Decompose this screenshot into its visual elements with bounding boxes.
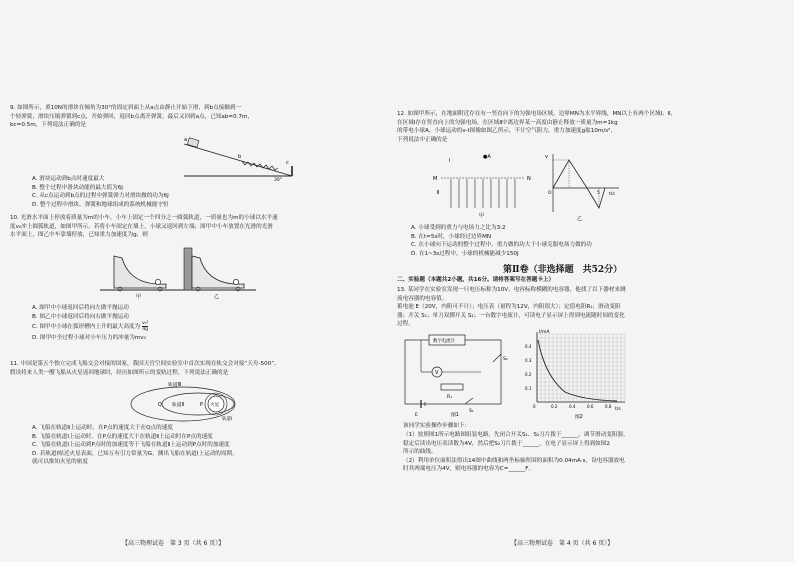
- q9-option-b: B. 整个过程中滑块动能的最大值为6J: [32, 184, 123, 191]
- q9-line: bc=0.5m，下列说法正确的是: [10, 122, 87, 129]
- figure-1-caption: 图1: [451, 413, 459, 418]
- q13-line: 器；开关 S₁；单刀双掷开关 S₂；一台数字电流计，可读电子显示屏上得到电流随时间的变化: [397, 312, 625, 319]
- graph-xtick: 0.6: [587, 404, 594, 409]
- graph-ytick: 0.4: [525, 344, 532, 349]
- voltmeter-symbol: V: [435, 370, 439, 376]
- graph-xlabel: t/s: [615, 407, 621, 412]
- incline-angle: 30°: [274, 178, 282, 182]
- q11-option-c: C. 飞船在轨道Ⅰ上运动到P点时的加速度等于飞船在轨道Ⅱ上运动到P点时的加速度: [32, 442, 230, 449]
- vt-origin: O: [548, 191, 552, 196]
- q11-option-a: A. 飞船在轨道Ⅱ上运动时，在P点的速度大于在Q点的速度: [32, 425, 173, 431]
- switch-s2-label: S₂: [503, 357, 508, 362]
- battery-e-label: E: [415, 413, 418, 418]
- q10-option-b: B. 图乙中小球返回后将向右做平抛运动: [32, 313, 129, 320]
- q11-option-b: B. 飞船在轨道Ⅰ上运动时，在P点的速度大于在轨道Ⅱ上运动时在P点的速度: [32, 433, 213, 440]
- q10-options: [32, 304, 392, 343]
- figure-2-caption: 图2: [575, 415, 583, 420]
- question-13: [397, 286, 792, 329]
- q10-option-c: [32, 321, 392, 334]
- figure-label-yi-right: 乙: [577, 216, 583, 222]
- footer-page-3: 【高三物理试卷 第 3 页（共 6 页）】: [122, 540, 225, 547]
- q11-option-d-cont: 就可以推知火星的密度: [32, 459, 88, 466]
- orbit-label-1: 轨道Ⅰ: [222, 417, 233, 422]
- q12-options: [411, 224, 791, 258]
- footer-page-4: 【高三物理试卷 第 4 页（共 6 页）】: [511, 540, 614, 547]
- q9-option-c: C. 从c点运动到b点的过程中弹簧弹力对滑块做的功为6J: [32, 193, 169, 200]
- q13-steps: [403, 431, 788, 474]
- resistor-r1-label: R₁: [447, 395, 453, 400]
- q12-option-a: A. 小球受到的重力与电场力之比为3:2: [411, 225, 506, 231]
- graph-ytick: 0.3: [525, 358, 532, 363]
- q10-option-c-text: C. 图甲中小球在弧形槽内上升的最大高度为: [32, 324, 141, 331]
- graph-grid: [537, 334, 625, 402]
- graph-ylabel: I/mA: [539, 330, 550, 335]
- question-11: [10, 360, 395, 377]
- orbit-label-q: Q: [158, 403, 162, 408]
- figure-label-jia-right: 甲: [479, 213, 485, 219]
- q10-line: 10. 光滑水平面上停放着质量为m的小车，小车上固定一个四分之一圆弧轨道，一质量也为m的小球以水平速: [10, 215, 278, 221]
- question-12: [397, 110, 792, 144]
- q13-step-line: （2）利用单位面积法得出14图中曲线和两坐标轴所围的面积为0.04mA·s，设电容器放电: [403, 457, 625, 464]
- q12-option-b: B. 在t=5s时，小球经过边界MN: [411, 233, 492, 240]
- q13-line: 流电容器的电容值。: [397, 295, 448, 302]
- graph-xtick: 0.8: [605, 404, 612, 409]
- q9-options: [32, 175, 392, 209]
- fraction-numerator: v₀²: [141, 321, 149, 327]
- circuit-diagram: [401, 332, 521, 418]
- field-figure-jia: [427, 150, 537, 220]
- q10-option-a: A. 图甲中小球返回后将向左做平抛运动: [32, 305, 129, 311]
- q13-step-line: （1）按照图1所示电路图组装电路，先闭合开关S₁、S₂刀片拨于______，调节滑动变阻器，: [403, 432, 629, 438]
- q10-option-d: D. 图甲中全过程小球对小车压力的冲量为mv₀: [32, 335, 146, 342]
- q12-line: 下列说法中正确的是: [397, 136, 448, 143]
- q13-step-line: 稳定后读出电压表读数为4V，然后把S₂刀片拨于______，在电子显示屏上得到如图2: [403, 440, 610, 447]
- question-10: [10, 214, 395, 240]
- orbit-label-3: 轨道Ⅲ: [168, 383, 181, 388]
- cart-figure-jia: [100, 246, 180, 300]
- incline-label-c: c: [286, 160, 289, 166]
- orbit-figure: [128, 380, 238, 424]
- graph-ytick: 0.2: [525, 372, 532, 377]
- current-time-graph: [521, 326, 631, 420]
- incline-label-b: b: [238, 154, 242, 160]
- orbit-label-p: P: [200, 403, 203, 408]
- q13-line: 蓄电池 E（20V，内阻可不计）；电压表（量程为12V，内阻很大）；定值电阻R₁；滑动变阻: [397, 304, 621, 311]
- q10-line: 度v₀冲上圆弧轨道，如图甲所示。若将小车固定在墙上，小球又返回到左端；图甲中小车放置在光滑的光滑: [10, 223, 273, 230]
- ball-a-label: ●A: [483, 154, 491, 160]
- vt-axis-t: t/s: [609, 192, 615, 197]
- q13-step-line: 时其两端电压为4V，则电容器的电容为C=______F。: [403, 466, 535, 473]
- q11-options: [32, 424, 392, 467]
- graph-xtick: 0.2: [551, 404, 558, 409]
- q10-line: 水平面上，图乙中车靠墙停放，已知重力加速度为g，则: [10, 232, 148, 239]
- boundary-m-label: M: [433, 176, 438, 182]
- boundary-n-label: N: [527, 176, 531, 182]
- q9-line: 9. 如图所示，重10N的滑块在倾角为30°的固定斜面上从a点由静止开始下滑，到b点接触到一: [10, 105, 242, 111]
- switch-s1-label: S₁: [469, 409, 474, 414]
- orbit-label-2: 轨道Ⅱ: [172, 403, 184, 408]
- question-9: [10, 104, 395, 130]
- q9-option-a: A. 滑块运动到b点时速度最大: [32, 176, 105, 182]
- region-1-label: Ⅰ: [449, 158, 451, 164]
- graph-xtick: 0.4: [569, 404, 576, 409]
- fraction-denominator: 4g: [142, 327, 149, 333]
- q13-step-line: 所示的曲线。: [403, 449, 437, 456]
- part-title: 二、实验题（本题共2小题，共16分。请将答案写在答题卡上）: [397, 277, 555, 283]
- vt-tick-5: 5: [597, 191, 600, 196]
- figure-label-yi: 乙: [214, 294, 220, 300]
- digital-ammeter-label: 数字电流计: [433, 339, 455, 344]
- q12-option-d: D. 在1~3s过程中，小球的机械能减少150J: [411, 250, 519, 257]
- q12-option-c: C. 在小球向下运动的整个过程中，重力做的功大于小球克服电场力做的功: [411, 242, 592, 249]
- vt-graph: [543, 150, 623, 222]
- q13-line: 13. 某同学在实验室发现一只电压标称为10V、电容标称模糊的电容器，他找了以下器材来测: [397, 287, 626, 293]
- q13-line: 过程。: [397, 321, 414, 328]
- q12-line: 在区域Ⅰ存在竖直向上的匀强电场，在区域Ⅱ中离边界某一高度由静止释放一质量为m=1kg: [397, 119, 618, 126]
- q12-line: 12. 如图甲所示，在地面附近存在有一竖直向下的匀强电场区域，边界MN为水平界线，MN以上有两个区域Ⅰ、Ⅱ，: [397, 111, 677, 117]
- q11-line: 11. 中国是第五个独立完成飞船交会对接的国家，我国天宫空间实验室中首次实现在轨交会对接“天舟-500”。: [10, 361, 280, 367]
- steps-intro: 该同学实验操作步骤如下：: [403, 423, 471, 429]
- q9-option-d: D. 整个过程中滑块、弹簧和地球组成的系统机械能守恒: [32, 201, 169, 208]
- q11-line: 假设将来人类一艘飞船从火星返回地球时，经历如图所示的变轨过程，下列说法正确的是: [10, 369, 229, 376]
- cart-figure-yi: [178, 246, 258, 300]
- figure-label-jia: 甲: [136, 294, 142, 300]
- graph-xtick: 0: [533, 404, 536, 409]
- graph-ytick: 0.1: [525, 386, 532, 391]
- fraction: [142, 321, 148, 332]
- q12-line: 的带电小球A，小球运动的v-t图像如图乙所示，不计空气阻力，重力加速度g取10m/s²，: [397, 128, 616, 135]
- q9-line: 个轻弹簧，滑块压缩弹簧到c点，开始弹回，返回b点离开弹簧，最后又回到a点，已知ab=0.7m，: [10, 113, 254, 120]
- q11-option-d: D. 若轨道Ⅰ贴近火星表面，已知万有引力常量为G，测出飞船在轨道Ⅰ上运动的周期，: [32, 450, 238, 457]
- mars-label: 火星: [210, 403, 220, 408]
- page-4: [397, 0, 794, 562]
- section-title: 第Ⅱ卷（非选择题 共52分）: [503, 265, 623, 275]
- region-2-label: Ⅱ: [437, 190, 440, 196]
- vt-axis-v: v: [545, 154, 548, 160]
- incline-label-a: a: [184, 137, 188, 143]
